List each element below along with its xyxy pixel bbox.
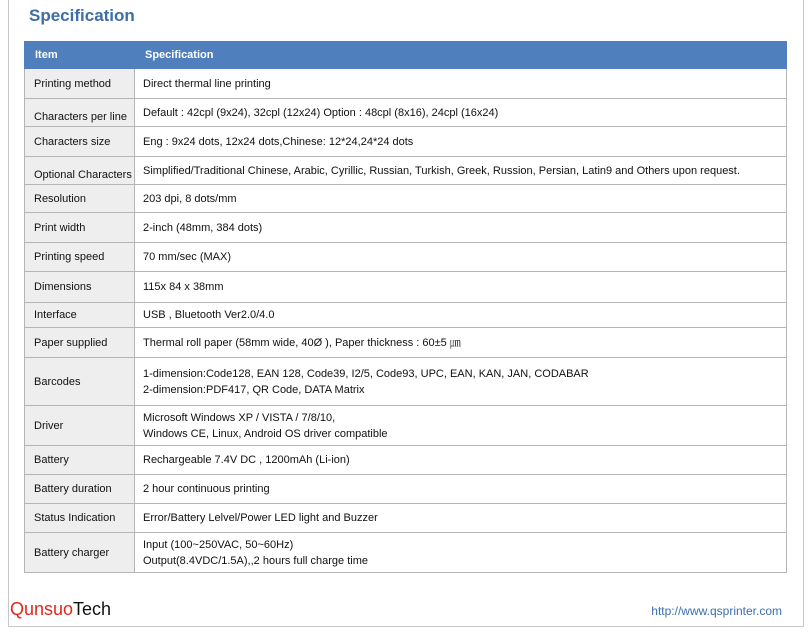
specification-line: Thermal roll paper (58mm wide, 40Ø ), Paper thickness : 60±5 ㎛ — [143, 336, 461, 349]
item-cell: Driver — [25, 406, 135, 446]
table-row — [25, 533, 787, 573]
specification-line: 2-dimension:PDF417, QR Code, DATA Matrix — [143, 383, 365, 396]
table-row — [25, 69, 787, 99]
specification-cell — [135, 272, 787, 303]
page-title: Specification — [29, 6, 135, 25]
brand-name-part2: Tech — [73, 599, 112, 619]
table-row — [25, 475, 787, 504]
table-row — [25, 406, 787, 446]
specification-line: Rechargeable 7.4V DC , 1200mAh (Li-ion) — [143, 454, 350, 466]
specification-cell — [135, 358, 787, 406]
specification-cell — [135, 446, 787, 475]
item-cell: Interface — [25, 303, 135, 328]
table-body — [25, 69, 787, 573]
table-row — [25, 272, 787, 303]
specification-line: Output(8.4VDC/1.5A),,2 hours full charge time — [143, 554, 368, 567]
specification-cell — [135, 157, 787, 185]
specification-cell — [135, 504, 787, 533]
specification-line: 2-inch (48mm, 384 dots) — [143, 221, 263, 234]
spec-table — [24, 41, 787, 573]
specification-line: Direct thermal line printing — [143, 77, 271, 90]
table-row — [25, 213, 787, 243]
specification-line: Default : 42cpl (9x24), 32cpl (12x24) Option : 48cpl (8x16), 24cpl (16x24) — [143, 106, 499, 119]
table-row — [25, 157, 787, 185]
table-row — [25, 243, 787, 272]
specification-line: Error/Battery Lelvel/Power LED light and Buzzer — [143, 512, 378, 524]
item-cell: Characters per line — [25, 99, 135, 127]
specification-line: 203 dpi, 8 dots/mm — [143, 192, 237, 205]
website-url[interactable]: http://www.qsprinter.com — [651, 604, 782, 618]
item-cell: Printing method — [25, 69, 135, 99]
specification-cell — [135, 185, 787, 213]
item-cell: Characters size — [25, 127, 135, 157]
specification-line: Input (100~250VAC, 50~60Hz) — [143, 538, 294, 551]
specification-line: Simplified/Traditional Chinese, Arabic, Cyrillic, Russian, Turkish, Greek, Russion, Persian, Latin9 and Others upon request. — [143, 164, 740, 177]
table-row — [25, 303, 787, 328]
item-cell: Battery duration — [25, 475, 135, 504]
item-cell: Battery charger — [25, 533, 135, 573]
item-cell: Print width — [25, 213, 135, 243]
specification-line: Eng : 9x24 dots, 12x24 dots,Chinese: 12*24,24*24 dots — [143, 135, 414, 148]
specification-line: 115x 84 x 38mm — [143, 281, 224, 293]
specification-line: Windows CE, Linux, Android OS driver compatible — [143, 427, 388, 440]
table-row — [25, 99, 787, 127]
table-row — [25, 358, 787, 406]
item-cell: Printing speed — [25, 243, 135, 272]
specification-cell — [135, 213, 787, 243]
specification-cell — [135, 69, 787, 99]
item-cell: Optional Characters — [25, 157, 135, 185]
specification-line: USB , Bluetooth Ver2.0/4.0 — [143, 309, 275, 321]
specification-line: 2 hour continuous printing — [143, 483, 270, 495]
specification-cell — [135, 127, 787, 157]
specification-cell — [135, 533, 787, 573]
column-header-specification: Specification — [135, 42, 787, 69]
specification-line: 1-dimension:Code128, EAN 128, Code39, I2/5, Code93, UPC, EAN, KAN, JAN, CODABAR — [143, 367, 589, 380]
item-cell: Resolution — [25, 185, 135, 213]
specification-cell — [135, 303, 787, 328]
specification-cell — [135, 475, 787, 504]
specification-cell — [135, 328, 787, 358]
item-cell: Status Indication — [25, 504, 135, 533]
table-row — [25, 504, 787, 533]
specification-line: Microsoft Windows XP / VISTA / 7/8/10, — [143, 411, 336, 424]
specification-line: 70 mm/sec (MAX) — [143, 251, 232, 263]
column-header-item: Item — [25, 42, 135, 69]
table-header-row — [25, 42, 787, 69]
table-row — [25, 446, 787, 475]
item-cell: Paper supplied — [25, 328, 135, 358]
table-row — [25, 127, 787, 157]
table-row — [25, 328, 787, 358]
item-cell: Battery — [25, 446, 135, 475]
item-cell: Barcodes — [25, 358, 135, 406]
specification-cell — [135, 99, 787, 127]
brand-name-part1: Qunsuo — [10, 599, 74, 619]
table-row — [25, 185, 787, 213]
item-cell: Dimensions — [25, 272, 135, 303]
brand-logo — [10, 599, 111, 620]
specification-cell — [135, 243, 787, 272]
specification-cell — [135, 406, 787, 446]
